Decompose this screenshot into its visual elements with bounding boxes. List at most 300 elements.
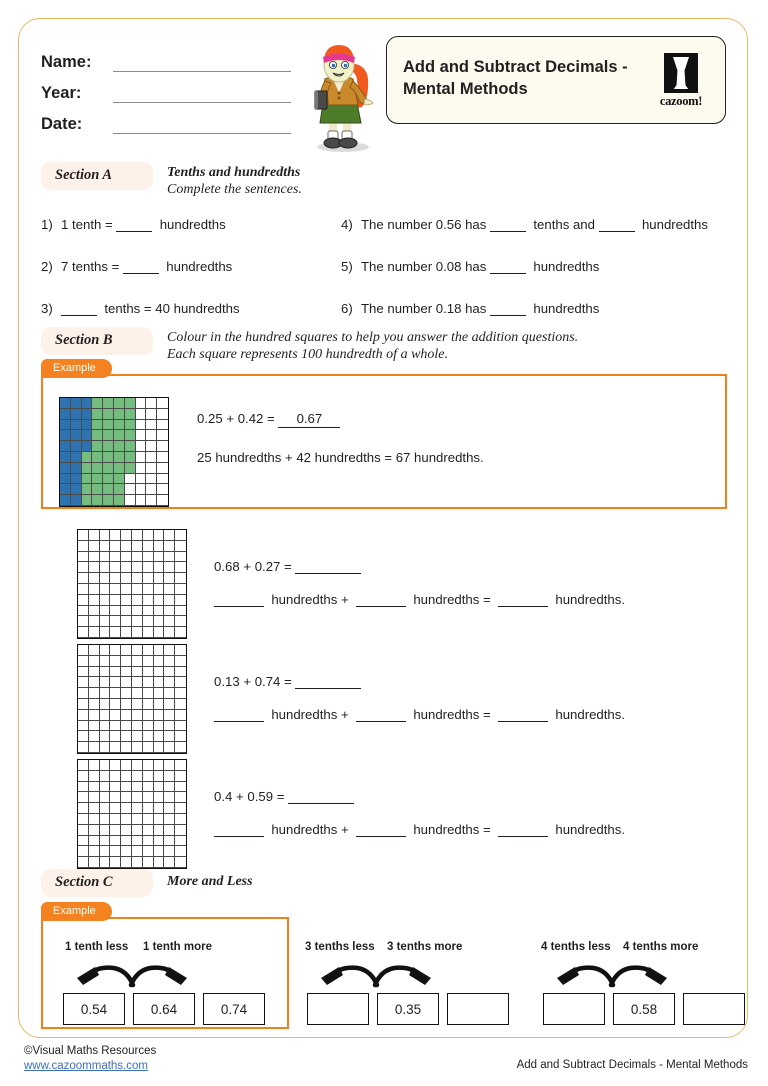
grid-cell[interactable] [154, 782, 165, 793]
grid-cell[interactable] [114, 495, 125, 506]
grid-cell[interactable] [143, 782, 154, 793]
grid-cell[interactable] [154, 699, 165, 710]
grid-cell[interactable] [89, 584, 100, 595]
grid-cell[interactable] [89, 731, 100, 742]
grid-cell[interactable] [157, 409, 168, 420]
grid-cell[interactable] [132, 606, 143, 617]
grid-cell[interactable] [121, 667, 132, 678]
grid-cell[interactable] [78, 677, 89, 688]
grid-cell[interactable] [110, 616, 121, 627]
question-a3[interactable] [41, 301, 240, 316]
grid-cell[interactable] [78, 782, 89, 793]
grid-cell[interactable] [143, 836, 154, 847]
grid-cell[interactable] [143, 771, 154, 782]
grid-cell[interactable] [89, 836, 100, 847]
grid-cell[interactable] [114, 484, 125, 495]
question-b2-blank-1[interactable] [214, 709, 264, 722]
grid-cell[interactable] [100, 573, 111, 584]
grid-cell[interactable] [125, 474, 136, 485]
grid-cell[interactable] [121, 606, 132, 617]
grid-cell[interactable] [100, 541, 111, 552]
grid-cell[interactable] [71, 495, 82, 506]
grid-cell[interactable] [143, 616, 154, 627]
grid-cell[interactable] [146, 430, 157, 441]
grid-cell[interactable] [132, 541, 143, 552]
grid-cell[interactable] [100, 699, 111, 710]
grid-cell[interactable] [114, 452, 125, 463]
grid-cell[interactable] [146, 409, 157, 420]
grid-cell[interactable] [125, 398, 136, 409]
grid-cell[interactable] [114, 474, 125, 485]
grid-cell[interactable] [110, 552, 121, 563]
grid-cell[interactable] [175, 836, 186, 847]
grid-cell[interactable] [136, 484, 147, 495]
grid-cell[interactable] [92, 441, 103, 452]
question-b2-sentence[interactable] [214, 707, 625, 722]
grid-cell[interactable] [100, 792, 111, 803]
grid-cell[interactable] [60, 474, 71, 485]
grid-cell[interactable] [110, 721, 121, 732]
grid-cell[interactable] [164, 771, 175, 782]
grid-cell[interactable] [60, 420, 71, 431]
grid-cell[interactable] [89, 688, 100, 699]
grid-cell[interactable] [164, 606, 175, 617]
grid-cell[interactable] [175, 742, 186, 753]
grid-cell[interactable] [154, 814, 165, 825]
grid-cell[interactable] [132, 688, 143, 699]
section-c-group-2[interactable] [299, 937, 523, 1027]
grid-cell[interactable] [136, 420, 147, 431]
question-b1-blank-1[interactable] [214, 594, 264, 607]
grid-cell[interactable] [78, 552, 89, 563]
grid-cell[interactable] [154, 667, 165, 678]
grid-cell[interactable] [157, 398, 168, 409]
grid-cell[interactable] [154, 541, 165, 552]
group-1-box-2[interactable]: 0.64 [133, 993, 195, 1025]
question-a6[interactable] [341, 301, 599, 316]
grid-cell[interactable] [82, 409, 93, 420]
grid-cell[interactable] [157, 430, 168, 441]
grid-cell[interactable] [164, 530, 175, 541]
grid-cell[interactable] [125, 409, 136, 420]
grid-cell[interactable] [82, 463, 93, 474]
grid-cell[interactable] [164, 825, 175, 836]
question-b3-sentence[interactable] [214, 822, 625, 837]
grid-cell[interactable] [143, 814, 154, 825]
grid-cell[interactable] [60, 441, 71, 452]
grid-cell[interactable] [103, 430, 114, 441]
grid-cell[interactable] [143, 541, 154, 552]
grid-cell[interactable] [164, 584, 175, 595]
grid-cell[interactable] [71, 484, 82, 495]
grid-cell[interactable] [89, 771, 100, 782]
year-input-line[interactable] [113, 85, 291, 103]
grid-cell[interactable] [92, 409, 103, 420]
year-field-row[interactable] [41, 72, 291, 103]
grid-cell[interactable] [103, 474, 114, 485]
grid-cell[interactable] [78, 710, 89, 721]
grid-cell[interactable] [92, 463, 103, 474]
grid-cell[interactable] [132, 742, 143, 753]
group-3-box-2[interactable]: 0.58 [613, 993, 675, 1025]
grid-cell[interactable] [100, 742, 111, 753]
grid-cell[interactable] [132, 721, 143, 732]
grid-cell[interactable] [175, 792, 186, 803]
grid-cell[interactable] [154, 771, 165, 782]
grid-cell[interactable] [78, 771, 89, 782]
grid-cell[interactable] [103, 398, 114, 409]
grid-cell[interactable] [125, 420, 136, 431]
grid-cell[interactable] [175, 731, 186, 742]
grid-cell[interactable] [143, 731, 154, 742]
grid-cell[interactable] [132, 760, 143, 771]
grid-cell[interactable] [175, 771, 186, 782]
question-b1-blank-3[interactable] [498, 594, 548, 607]
grid-cell[interactable] [143, 595, 154, 606]
grid-cell[interactable] [121, 857, 132, 868]
question-b3-blank-2[interactable] [356, 824, 406, 837]
grid-cell[interactable] [175, 846, 186, 857]
grid-cell[interactable] [89, 677, 100, 688]
question-b3-answer-blank[interactable] [288, 791, 354, 804]
grid-cell[interactable] [89, 573, 100, 584]
grid-cell[interactable] [164, 667, 175, 678]
grid-cell[interactable] [164, 710, 175, 721]
grid-cell[interactable] [157, 463, 168, 474]
grid-cell[interactable] [89, 562, 100, 573]
grid-cell[interactable] [132, 814, 143, 825]
grid-cell[interactable] [136, 398, 147, 409]
grid-cell[interactable] [92, 398, 103, 409]
grid-cell[interactable] [78, 760, 89, 771]
grid-cell[interactable] [100, 710, 111, 721]
grid-cell[interactable] [100, 562, 111, 573]
grid-cell[interactable] [110, 688, 121, 699]
grid-cell[interactable] [78, 857, 89, 868]
grid-cell[interactable] [143, 552, 154, 563]
grid-cell[interactable] [157, 484, 168, 495]
grid-cell[interactable] [78, 731, 89, 742]
grid-cell[interactable] [71, 409, 82, 420]
grid-cell[interactable] [60, 430, 71, 441]
grid-cell[interactable] [132, 667, 143, 678]
grid-cell[interactable] [89, 857, 100, 868]
grid-cell[interactable] [132, 552, 143, 563]
group-3-box-3[interactable] [683, 993, 745, 1025]
date-input-line[interactable] [113, 116, 291, 134]
grid-cell[interactable] [78, 541, 89, 552]
grid-cell[interactable] [132, 562, 143, 573]
grid-cell[interactable] [164, 760, 175, 771]
grid-cell[interactable] [132, 584, 143, 595]
grid-cell[interactable] [60, 452, 71, 463]
grid-cell[interactable] [164, 857, 175, 868]
grid-cell[interactable] [110, 541, 121, 552]
grid-cell[interactable] [89, 552, 100, 563]
group-1-box-3[interactable]: 0.74 [203, 993, 265, 1025]
grid-cell[interactable] [89, 645, 100, 656]
grid-cell[interactable] [154, 530, 165, 541]
grid-cell[interactable] [175, 710, 186, 721]
grid-cell[interactable] [60, 484, 71, 495]
grid-cell[interactable] [110, 677, 121, 688]
section-c-group-3[interactable] [535, 937, 759, 1027]
grid-cell[interactable] [100, 721, 111, 732]
question-a4[interactable] [341, 217, 708, 232]
grid-cell[interactable] [110, 857, 121, 868]
grid-cell[interactable] [92, 474, 103, 485]
grid-cell[interactable] [89, 595, 100, 606]
question-b2-answer-blank[interactable] [295, 676, 361, 689]
hundred-grid-q1[interactable] [77, 529, 187, 639]
grid-cell[interactable] [164, 846, 175, 857]
question-a2[interactable] [41, 259, 232, 274]
grid-cell[interactable] [110, 814, 121, 825]
grid-cell[interactable] [78, 836, 89, 847]
grid-cell[interactable] [121, 562, 132, 573]
grid-cell[interactable] [164, 836, 175, 847]
grid-cell[interactable] [110, 846, 121, 857]
grid-cell[interactable] [154, 760, 165, 771]
grid-cell[interactable] [132, 645, 143, 656]
grid-cell[interactable] [121, 627, 132, 638]
grid-cell[interactable] [143, 760, 154, 771]
question-b3-blank-3[interactable] [498, 824, 548, 837]
question-b2-blank-3[interactable] [498, 709, 548, 722]
grid-cell[interactable] [132, 825, 143, 836]
grid-cell[interactable] [164, 595, 175, 606]
grid-cell[interactable] [154, 803, 165, 814]
grid-cell[interactable] [100, 616, 111, 627]
grid-cell[interactable] [100, 667, 111, 678]
grid-cell[interactable] [164, 782, 175, 793]
grid-cell[interactable] [143, 721, 154, 732]
grid-cell[interactable] [143, 627, 154, 638]
grid-cell[interactable] [82, 398, 93, 409]
grid-cell[interactable] [89, 846, 100, 857]
grid-cell[interactable] [136, 463, 147, 474]
grid-cell[interactable] [71, 452, 82, 463]
question-b1-answer-blank[interactable] [295, 561, 361, 574]
grid-cell[interactable] [78, 627, 89, 638]
grid-cell[interactable] [146, 398, 157, 409]
grid-cell[interactable] [82, 441, 93, 452]
grid-cell[interactable] [146, 420, 157, 431]
grid-cell[interactable] [143, 606, 154, 617]
grid-cell[interactable] [125, 452, 136, 463]
grid-cell[interactable] [110, 595, 121, 606]
grid-cell[interactable] [78, 606, 89, 617]
grid-cell[interactable] [132, 595, 143, 606]
group-3-box-1[interactable] [543, 993, 605, 1025]
grid-cell[interactable] [110, 606, 121, 617]
grid-cell[interactable] [110, 803, 121, 814]
grid-cell[interactable] [100, 645, 111, 656]
name-input-line[interactable] [113, 54, 291, 72]
grid-cell[interactable] [110, 731, 121, 742]
grid-cell[interactable] [121, 710, 132, 721]
grid-cell[interactable] [103, 484, 114, 495]
grid-cell[interactable] [71, 398, 82, 409]
grid-cell[interactable] [132, 677, 143, 688]
grid-cell[interactable] [89, 825, 100, 836]
grid-cell[interactable] [154, 595, 165, 606]
grid-cell[interactable] [78, 825, 89, 836]
grid-cell[interactable] [154, 731, 165, 742]
grid-cell[interactable] [78, 699, 89, 710]
website-link[interactable]: www.cazoommaths.com [24, 1060, 148, 1072]
grid-cell[interactable] [132, 792, 143, 803]
grid-cell[interactable] [92, 420, 103, 431]
grid-cell[interactable] [132, 836, 143, 847]
grid-cell[interactable] [146, 474, 157, 485]
grid-cell[interactable] [154, 710, 165, 721]
grid-cell[interactable] [100, 846, 111, 857]
grid-cell[interactable] [89, 803, 100, 814]
grid-cell[interactable] [164, 562, 175, 573]
grid-cell[interactable] [132, 803, 143, 814]
grid-cell[interactable] [100, 782, 111, 793]
grid-cell[interactable] [100, 584, 111, 595]
grid-cell[interactable] [164, 552, 175, 563]
grid-cell[interactable] [175, 667, 186, 678]
grid-cell[interactable] [143, 530, 154, 541]
grid-cell[interactable] [100, 595, 111, 606]
grid-cell[interactable] [100, 771, 111, 782]
grid-cell[interactable] [78, 846, 89, 857]
grid-cell[interactable] [132, 857, 143, 868]
grid-cell[interactable] [60, 409, 71, 420]
grid-cell[interactable] [175, 677, 186, 688]
grid-cell[interactable] [114, 398, 125, 409]
hundred-grid-q2[interactable] [77, 644, 187, 754]
grid-cell[interactable] [82, 430, 93, 441]
question-a1-blank[interactable] [116, 219, 152, 232]
grid-cell[interactable] [110, 656, 121, 667]
grid-cell[interactable] [132, 771, 143, 782]
grid-cell[interactable] [78, 595, 89, 606]
question-b2-blank-2[interactable] [356, 709, 406, 722]
grid-cell[interactable] [92, 452, 103, 463]
grid-cell[interactable] [121, 595, 132, 606]
grid-cell[interactable] [157, 420, 168, 431]
grid-cell[interactable] [125, 441, 136, 452]
grid-cell[interactable] [157, 474, 168, 485]
grid-cell[interactable] [121, 742, 132, 753]
grid-cell[interactable] [103, 463, 114, 474]
grid-cell[interactable] [164, 742, 175, 753]
grid-cell[interactable] [71, 441, 82, 452]
grid-cell[interactable] [146, 452, 157, 463]
grid-cell[interactable] [175, 814, 186, 825]
grid-cell[interactable] [100, 606, 111, 617]
grid-cell[interactable] [92, 484, 103, 495]
grid-cell[interactable] [146, 495, 157, 506]
grid-cell[interactable] [164, 803, 175, 814]
grid-cell[interactable] [132, 530, 143, 541]
grid-cell[interactable] [154, 846, 165, 857]
grid-cell[interactable] [110, 782, 121, 793]
grid-cell[interactable] [89, 782, 100, 793]
grid-cell[interactable] [110, 792, 121, 803]
grid-cell[interactable] [89, 541, 100, 552]
grid-cell[interactable] [110, 562, 121, 573]
grid-cell[interactable] [100, 627, 111, 638]
grid-cell[interactable] [121, 699, 132, 710]
grid-cell[interactable] [175, 606, 186, 617]
grid-cell[interactable] [78, 792, 89, 803]
grid-cell[interactable] [121, 645, 132, 656]
group-2-box-2[interactable]: 0.35 [377, 993, 439, 1025]
grid-cell[interactable] [125, 495, 136, 506]
grid-cell[interactable] [154, 573, 165, 584]
grid-cell[interactable] [92, 495, 103, 506]
grid-cell[interactable] [100, 530, 111, 541]
grid-cell[interactable] [154, 688, 165, 699]
grid-cell[interactable] [100, 552, 111, 563]
grid-cell[interactable] [121, 616, 132, 627]
grid-cell[interactable] [89, 721, 100, 732]
grid-cell[interactable] [89, 616, 100, 627]
grid-cell[interactable] [89, 710, 100, 721]
grid-cell[interactable] [154, 836, 165, 847]
grid-cell[interactable] [143, 792, 154, 803]
grid-cell[interactable] [136, 452, 147, 463]
grid-cell[interactable] [164, 645, 175, 656]
grid-cell[interactable] [114, 463, 125, 474]
grid-cell[interactable] [100, 677, 111, 688]
grid-cell[interactable] [71, 474, 82, 485]
grid-cell[interactable] [132, 699, 143, 710]
question-a5-blank[interactable] [490, 261, 526, 274]
question-a2-blank[interactable] [123, 261, 159, 274]
grid-cell[interactable] [164, 573, 175, 584]
grid-cell[interactable] [143, 645, 154, 656]
grid-cell[interactable] [125, 430, 136, 441]
grid-cell[interactable] [121, 573, 132, 584]
grid-cell[interactable] [143, 667, 154, 678]
grid-cell[interactable] [154, 552, 165, 563]
grid-cell[interactable] [157, 495, 168, 506]
grid-cell[interactable] [143, 846, 154, 857]
grid-cell[interactable] [154, 792, 165, 803]
grid-cell[interactable] [82, 420, 93, 431]
grid-cell[interactable] [154, 616, 165, 627]
grid-cell[interactable] [78, 562, 89, 573]
grid-cell[interactable] [71, 430, 82, 441]
grid-cell[interactable] [78, 616, 89, 627]
grid-cell[interactable] [164, 699, 175, 710]
grid-cell[interactable] [110, 760, 121, 771]
grid-cell[interactable] [78, 573, 89, 584]
grid-cell[interactable] [154, 677, 165, 688]
grid-cell[interactable] [110, 699, 121, 710]
grid-cell[interactable] [146, 484, 157, 495]
grid-cell[interactable] [154, 562, 165, 573]
grid-cell[interactable] [143, 710, 154, 721]
grid-cell[interactable] [154, 857, 165, 868]
grid-cell[interactable] [110, 710, 121, 721]
question-b1-sentence[interactable] [214, 592, 625, 607]
grid-cell[interactable] [164, 721, 175, 732]
grid-cell[interactable] [103, 495, 114, 506]
grid-cell[interactable] [157, 452, 168, 463]
grid-cell[interactable] [132, 782, 143, 793]
grid-cell[interactable] [132, 616, 143, 627]
grid-cell[interactable] [143, 584, 154, 595]
grid-cell[interactable] [89, 627, 100, 638]
grid-cell[interactable] [164, 627, 175, 638]
